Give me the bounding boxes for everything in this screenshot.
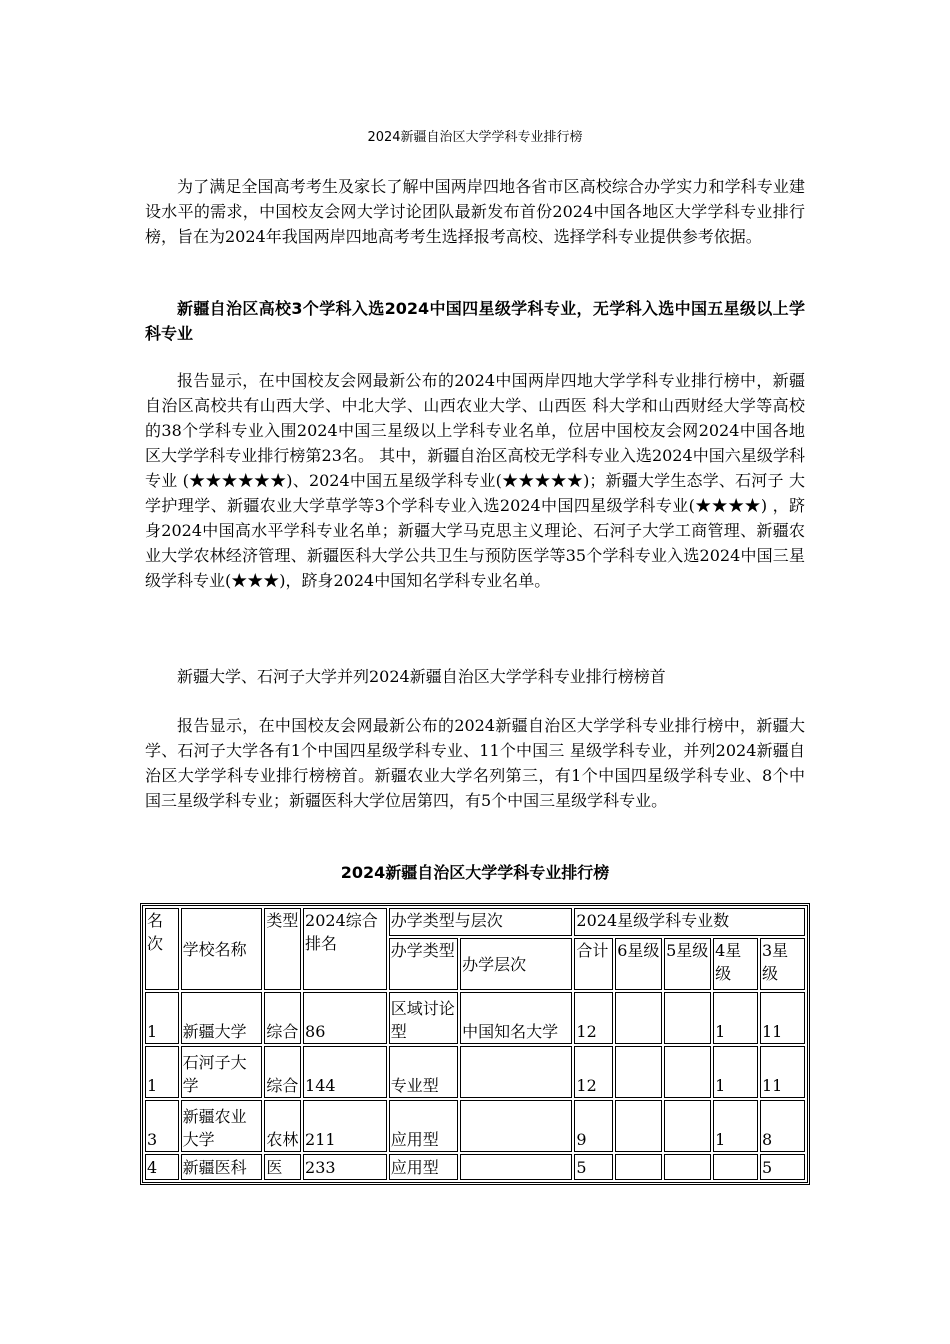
cell-star5	[664, 1046, 711, 1098]
section-heading-stars: 新疆自治区高校3个学科入选2024中国四星级学科专业，无学科入选中国五星级以上学科专业	[145, 299, 805, 343]
cell-total: 12	[574, 992, 613, 1044]
cell-star5	[664, 1154, 711, 1180]
cell-school: 新疆农业大学	[181, 1100, 263, 1152]
cell-rank: 1	[145, 1046, 179, 1098]
header-star3: 3星级	[760, 938, 805, 990]
cell-star6	[615, 992, 662, 1044]
cell-star6	[615, 1154, 662, 1180]
report-paragraph-2: 报告显示，在中国校友会网最新公布的2024新疆自治区大学学科专业排行榜中，新疆大学、石河子大学各有1个中国四星级学科专业、11个中国三 星级学科专业，并列2024新疆自治区大学学科专业排行榜榜首。新疆农业大学名列第三，有1个中国四星级学科专业、8个中国三星级学科专业；新疆医科大学位居第四，有5个中国三星级学科专业。	[145, 716, 805, 810]
cell-type: 综合	[264, 992, 301, 1044]
cell-star3: 8	[760, 1100, 805, 1152]
cell-total: 5	[574, 1154, 613, 1180]
cell-star6	[615, 1046, 662, 1098]
cell-school-level	[460, 1154, 572, 1180]
header-star5: 5星级	[664, 938, 711, 990]
header-star4: 4星级	[713, 938, 758, 990]
header-type: 类型	[264, 908, 301, 990]
header-overall-rank: 2024综合排名	[303, 908, 387, 990]
cell-school-category: 应用型	[389, 1100, 458, 1152]
cell-school-level	[460, 1100, 572, 1152]
header-school: 学校名称	[181, 908, 263, 990]
cell-star5	[664, 1100, 711, 1152]
cell-star6	[615, 1100, 662, 1152]
cell-overall-rank: 86	[303, 992, 387, 1044]
cell-type: 医	[264, 1154, 301, 1180]
cell-rank: 3	[145, 1100, 179, 1152]
cell-star3: 11	[760, 1046, 805, 1098]
cell-total: 12	[574, 1046, 613, 1098]
cell-star4: 1	[713, 1046, 758, 1098]
cell-star4	[713, 1154, 758, 1180]
header-rank: 名次	[145, 908, 179, 990]
cell-star3: 11	[760, 992, 805, 1044]
cell-rank: 1	[145, 992, 179, 1044]
section-heading-top: 新疆大学、石河子大学并列2024新疆自治区大学学科专业排行榜榜首	[177, 667, 666, 686]
cell-school-category: 应用型	[389, 1154, 458, 1180]
table-row	[145, 1100, 805, 1152]
header-school-level: 办学层次	[460, 938, 572, 990]
cell-type: 农林	[264, 1100, 301, 1152]
table-row	[145, 1046, 805, 1098]
header-total: 合计	[574, 938, 613, 990]
cell-star5	[664, 992, 711, 1044]
header-school-category: 办学类型	[389, 938, 458, 990]
header-star6: 6星级	[615, 938, 662, 990]
header-school-type-level: 办学类型与层次	[389, 908, 573, 936]
cell-type: 综合	[264, 1046, 301, 1098]
table-row	[145, 1154, 805, 1180]
intro-paragraph: 为了满足全国高考考生及家长了解中国两岸四地各省市区高校综合办学实力和学科专业建设水平的需求，中国校友会网大学讨论团队最新发布首份2024中国各地区大学学科专业排行榜，旨在为2024年我国两岸四地高考考生选择报考高校、选择学科专业提供参考依据。	[145, 177, 805, 246]
cell-school-level	[460, 1046, 572, 1098]
page-title: 2024新疆自治区大学学科专业排行榜	[367, 130, 583, 145]
cell-school: 石河子大学	[181, 1046, 263, 1098]
ranking-table	[140, 903, 810, 1185]
table-header-row	[145, 908, 805, 936]
cell-school-category: 专业型	[389, 1046, 458, 1098]
cell-school: 新疆医科	[181, 1154, 263, 1180]
cell-school: 新疆大学	[181, 992, 263, 1044]
report-paragraph-1: 报告显示，在中国校友会网最新公布的2024中国两岸四地大学学科专业排行榜中，新疆自治区高校共有山西大学、中北大学、山西农业大学、山西医 科大学和山西财经大学等高校的38个学科专业入围2024中国三星级以上学科专业名单，位居中国校友会网2024中国各地区大学学科专业排行榜第23名。 其中，新疆自治区高校无学科专业入选2024中国六星级学科专业 (★★★★★★)、2024中国五星级学科专业(★★★★★)；新疆大学生态学、石河子 大学护理学、新疆农业大学草学等3个学科专业入选2024中国四星级学科专业(★★★★) ，跻身2024中国高水平学科专业名单；新疆大学马克思主义理论、石河子大学工商管理、新疆农业大学农林经济管理、新疆医科大学公共卫生与预防医学等35个学科专业入选2024中国三星级学科专业(★★★)，跻身2024中国知名学科专业名单。	[145, 371, 805, 590]
cell-rank: 4	[145, 1154, 179, 1180]
cell-overall-rank: 233	[303, 1154, 387, 1180]
cell-star3: 5	[760, 1154, 805, 1180]
cell-school-category: 区域讨论型	[389, 992, 458, 1044]
cell-school-level: 中国知名大学	[460, 992, 572, 1044]
header-star-counts: 2024星级学科专业数	[574, 908, 805, 936]
cell-overall-rank: 144	[303, 1046, 387, 1098]
cell-overall-rank: 211	[303, 1100, 387, 1152]
cell-total: 9	[574, 1100, 613, 1152]
table-title: 2024新疆自治区大学学科专业排行榜	[340, 863, 610, 882]
cell-star4: 1	[713, 992, 758, 1044]
table-row	[145, 992, 805, 1044]
cell-star4: 1	[713, 1100, 758, 1152]
